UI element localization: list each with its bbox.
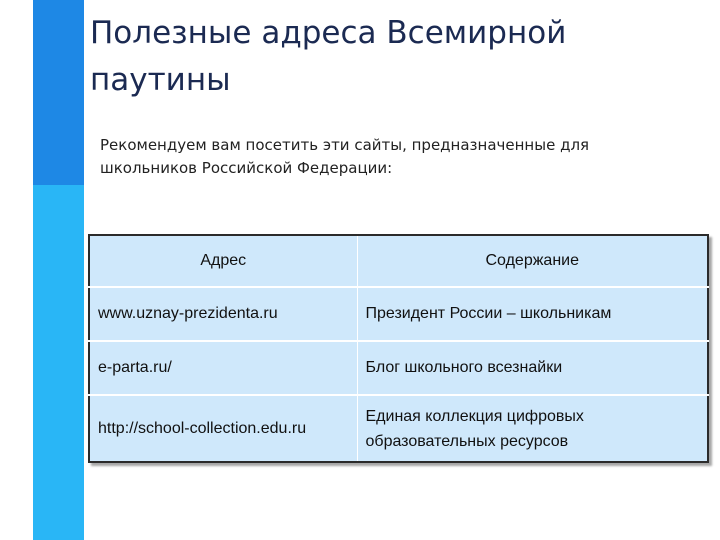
table-row xyxy=(89,287,708,341)
sidebar-accent-light xyxy=(33,185,84,540)
cell-content: Блог школьного всезнайки xyxy=(357,341,708,395)
table-row xyxy=(89,341,708,395)
cell-content: Президент России – школьникам xyxy=(357,287,708,341)
header-content: Содержание xyxy=(357,235,708,287)
cell-content: Единая коллекция цифровых образовательных ресурсов xyxy=(357,395,708,462)
cell-address: http://school-collection.edu.ru xyxy=(89,395,357,462)
sidebar-accent-dark xyxy=(33,0,84,185)
header-address: Адрес xyxy=(89,235,357,287)
cell-address: www.uznay-prezidenta.ru xyxy=(89,287,357,341)
slide-title: Полезные адреса Всемирной паутины xyxy=(90,15,567,98)
table-row xyxy=(89,395,708,462)
address-table xyxy=(88,234,709,463)
intro-text: Рекомендуем вам посетить эти сайты, предназначенные для школьников Российской Федерации: xyxy=(100,136,590,177)
table-header-row xyxy=(89,235,708,287)
cell-address: e-parta.ru/ xyxy=(89,341,357,395)
